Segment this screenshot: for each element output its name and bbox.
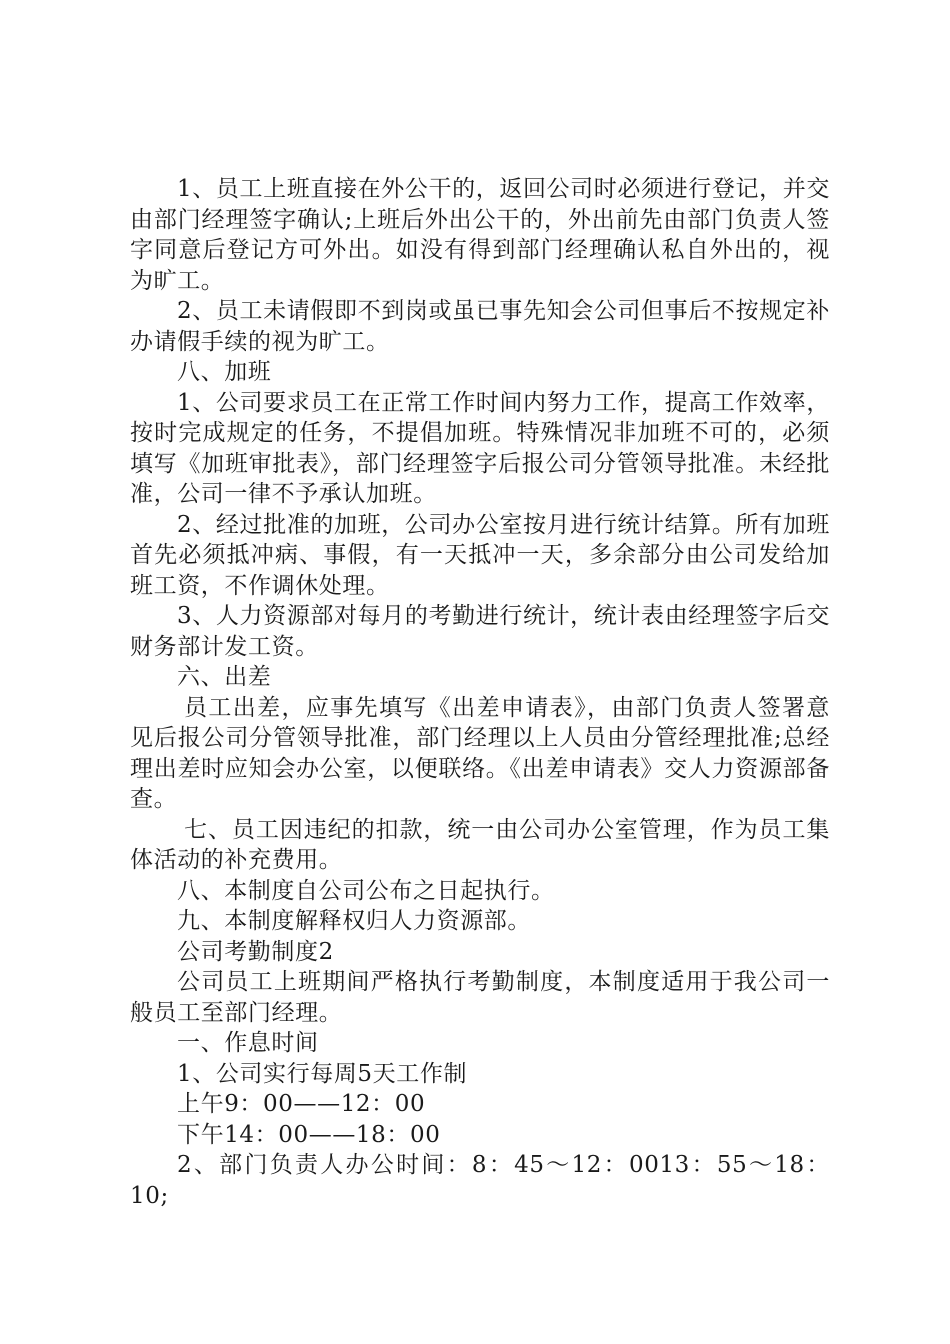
paragraph-work-week: 1、公司实行每周5天工作制 [177, 1060, 468, 1087]
document-body [130, 174, 830, 1211]
paragraph-out-of-office: 1、员工上班直接在外公干的，返回公司时必须进行登记，并交由部门经理签字确认;上班后外出公干的，外出前先由部门负责人签字同意后登记方可外出。如没有得到部门经理确认私自外出的，视为旷工。 [130, 176, 830, 294]
paragraph-effective-date: 八、本制度自公司公布之日起执行。 [177, 877, 555, 904]
paragraph-deductions: 七、员工因违纪的扣款，统一由公司办公室管理，作为员工集体活动的补充费用。 [130, 816, 830, 873]
section-heading-business-trip: 六、出差 [177, 664, 272, 690]
paragraph-overtime-1: 1、公司要求员工在正常工作时间内努力工作，提高工作效率，按时完成规定的任务，不提倡加班。特殊情况非加班不可的，必须填写《加班审批表》，部门经理签字后报公司分管领导批准。未经批准，公司一律不予承认加班。 [130, 389, 830, 507]
document-subtitle: 公司考勤制度2 [177, 938, 334, 965]
paragraph-overtime-3: 3、人力资源部对每月的考勤进行统计，统计表由经理签字后交财务部计发工资。 [130, 603, 830, 660]
paragraph-overtime-2: 2、经过批准的加班，公司办公室按月进行统计结算。所有加班首先必须抵冲病、事假，有一天抵冲一天，多余部分由公司发给加班工资，不作调休处理。 [130, 511, 830, 599]
section-heading-work-hours: 一、作息时间 [177, 1030, 319, 1056]
paragraph-business-trip: 员工出差，应事先填写《出差申请表》，由部门负责人签署意见后报公司分管领导批准，部门经理以上人员由分管经理批准;总经理出差时应知会办公室，以便联络。《出差申请表》交人力资源部备查。 [130, 694, 830, 812]
paragraph-manager-hours: 2、部门负责人办公时间：8：45～12：0013：55～18：10; [130, 1152, 830, 1209]
paragraph-absence: 2、员工未请假即不到岗或虽已事先知会公司但事后不按规定补办请假手续的视为旷工。 [130, 298, 830, 355]
paragraph-interpretation: 九、本制度解释权归人力资源部。 [177, 908, 531, 934]
paragraph-scope: 公司员工上班期间严格执行考勤制度，本制度适用于我公司一般员工至部门经理。 [130, 969, 830, 1026]
section-heading-overtime: 八、加班 [177, 359, 272, 385]
paragraph-morning-hours: 上午9：00——12：00 [177, 1091, 426, 1117]
paragraph-afternoon-hours: 下午14：00——18：00 [177, 1121, 441, 1148]
